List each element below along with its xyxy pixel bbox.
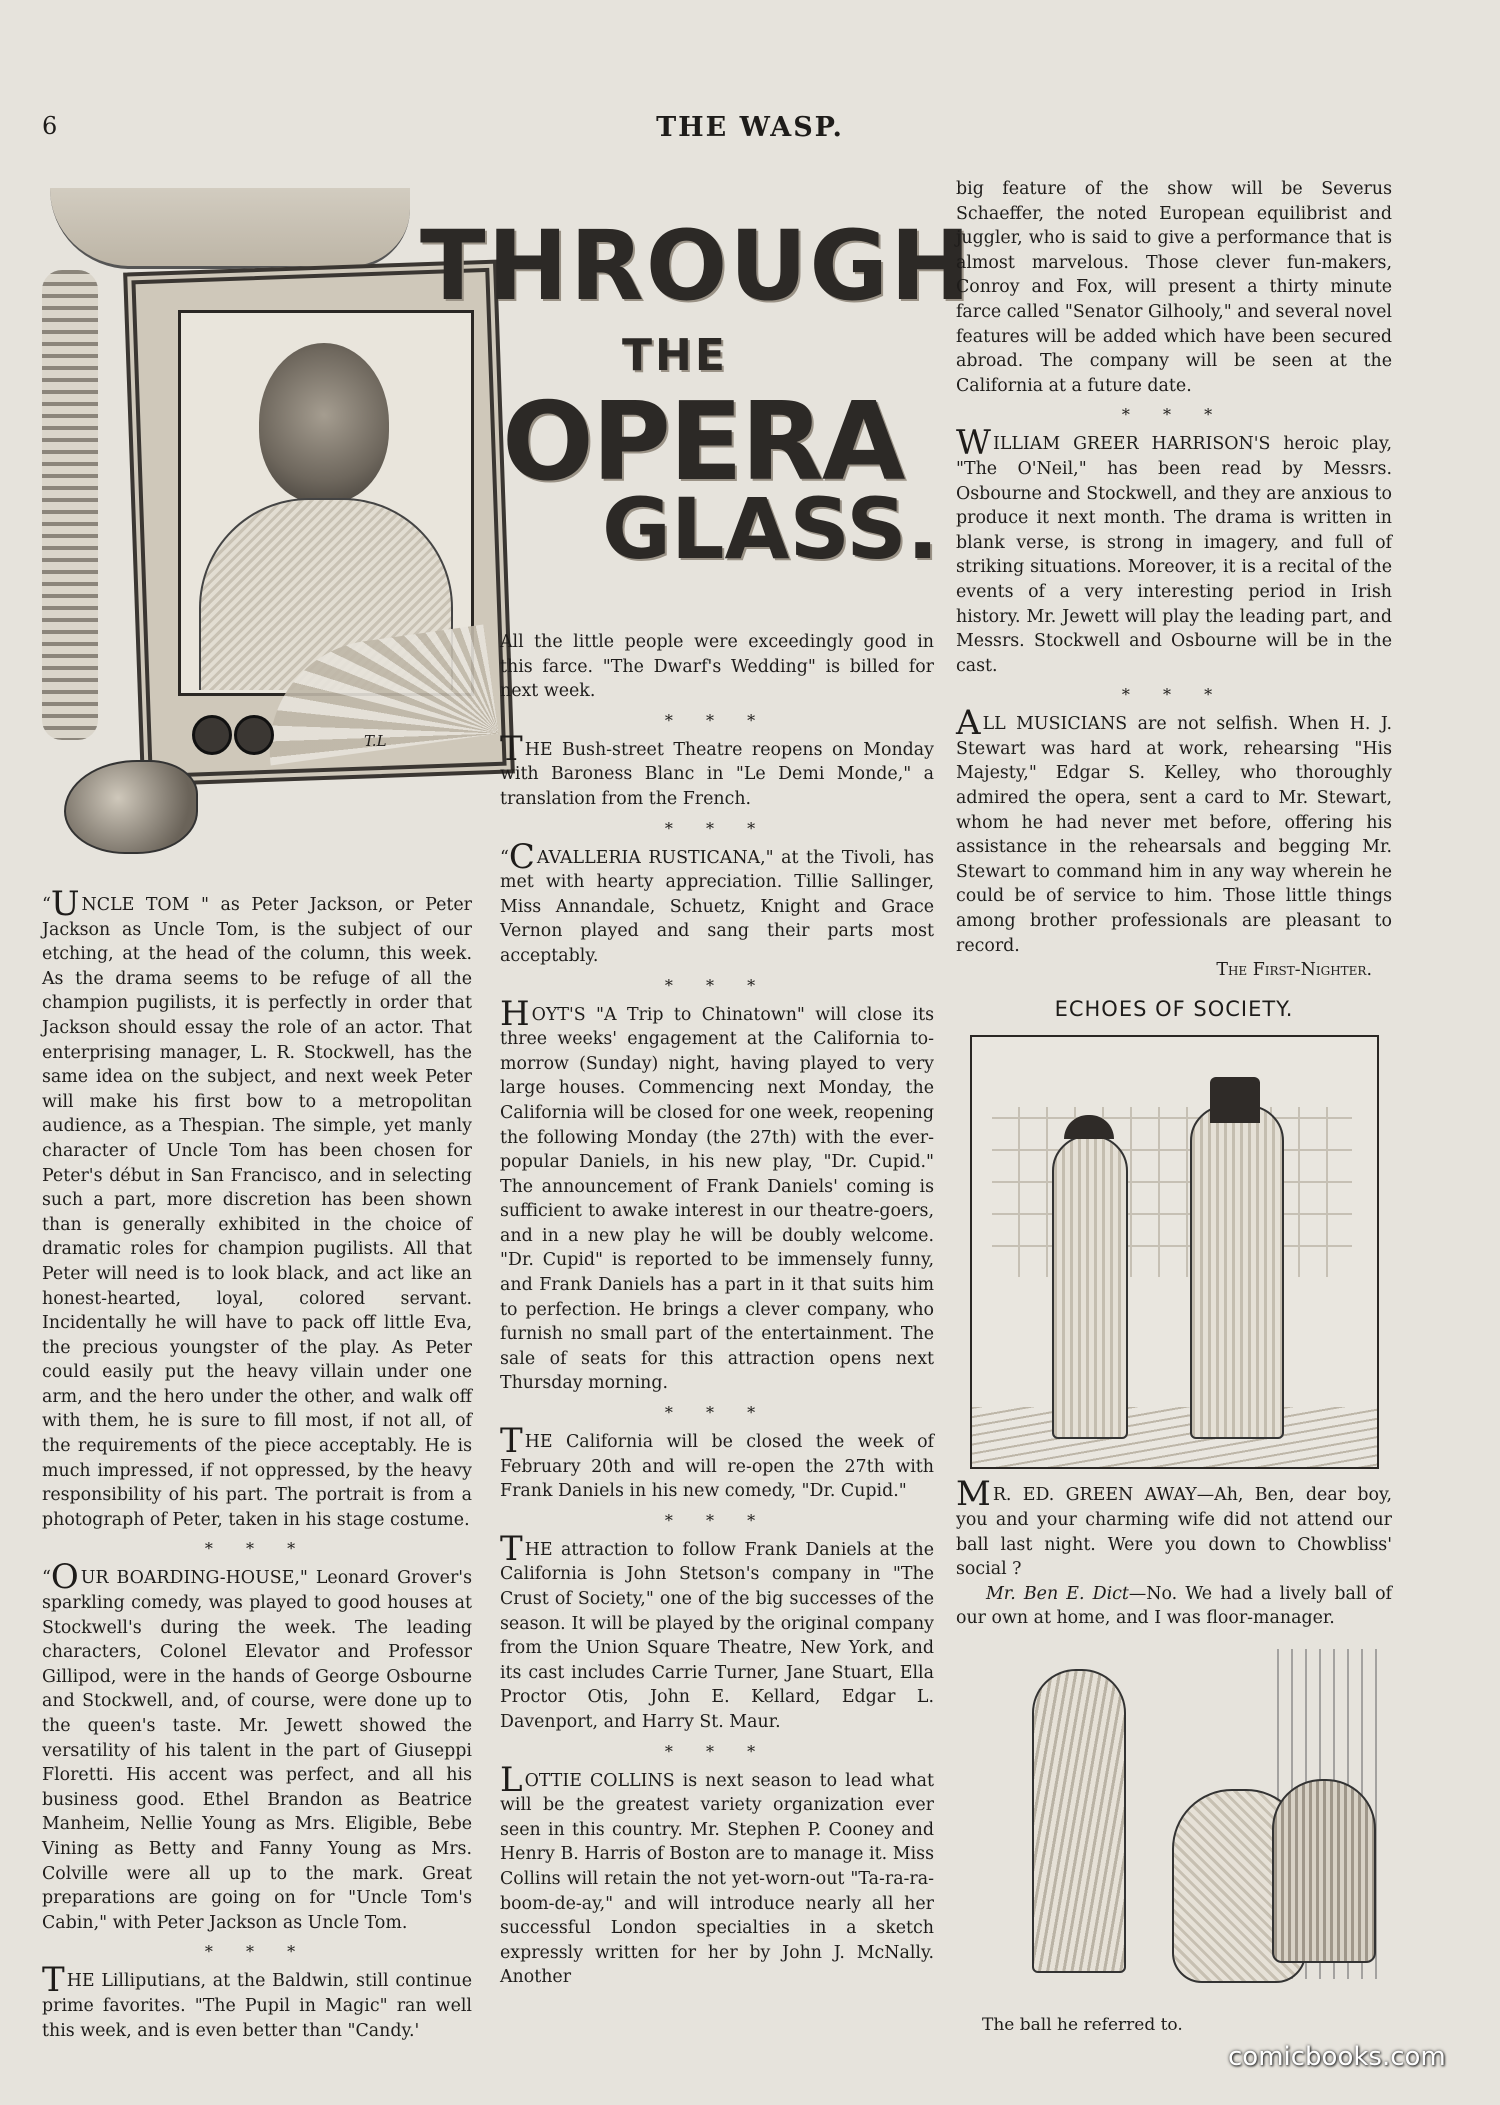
page-number: 6	[42, 112, 58, 140]
signature-first-nighter: The First-Nighter.	[1216, 960, 1372, 981]
section-stars: * * *	[664, 818, 770, 838]
paragraph-lilliputians: THE Lilliputians, at the Baldwin, still continue prime favorites. "The Pupil in Magic" ran well this week, and is even better than "Candy.'	[42, 1960, 472, 2041]
watermark: comicbooks.com	[1228, 2042, 1446, 2072]
paragraph-the-oneil: WILLIAM GREER HARRISON'S heroic play, "The O'Neil," has been read by Messrs. Osbourne and Stockwell, and they are anxious to produce it next month. The drama is written in blank verse, is strong in imagery, and full of striking situations. Moreover, it is a recital of the events of a very interesting period in Irish history. Mr. Jewett will play the leading part, and Messrs. Stockwell and Osbourne will be in the cast.	[956, 423, 1392, 676]
title-through: THROUGH	[420, 210, 973, 322]
section-stars: * * *	[664, 710, 770, 730]
paragraph-dwarfs-wedding: All the little people were exceedingly good in this farce. "The Dwarf's Wedding" is billed for next week.	[500, 632, 934, 702]
portrait-head	[259, 343, 389, 503]
background-buildings	[992, 1107, 1352, 1277]
running-head: THE WASP.	[656, 112, 844, 143]
section-stars: * * *	[664, 1741, 770, 1761]
column-1	[42, 884, 472, 2043]
paragraph-uncle-tom: “U NCLE TOM " as Peter Jackson, or Peter Jackson as Uncle Tom, is the subject of our etching, at the head of the column, this week. As the drama seems to be refuge of all the champion pugilists, it is perfectly in order that Jackson should essay the role of an actor. That enterprising manager, L. R. Stockwell, has the same idea on the subject, and next week Peter will make his first bow to a metropolitan audience, as a Thespian. The simple, yet manly character of Uncle Tom has been chosen for Peter's début in San Francisco, and in selecting such a part, more discretion has been shown than is generally exhibited in the choice of dramatic roles for champion pugilists. All that Peter will need is to look black, and act like an honest-hearted, loyal, colored servant. Incidentally he will have to pack off little Eva, the precious youngster of the play. As Peter could easily put the heavy villain under one arm, and the hero under the other, and walk off with them, he is sure to fill most, if not all, of the requirements of the piece acceptably. He is much impressed, if not oppressed, by the heavy responsibility of his part. The portrait is from a photograph of Peter, taken in his stage costume.	[42, 884, 472, 1530]
section-stars: * * *	[1121, 685, 1227, 705]
ornamental-scroll	[42, 270, 98, 740]
section-stars: * * *	[1121, 405, 1227, 425]
cartoon-ball-at-home	[972, 1649, 1377, 1999]
title-the: THE	[622, 330, 728, 381]
man-holding-baby	[1032, 1669, 1126, 1973]
section-stars: * * *	[664, 1510, 770, 1530]
paragraph-crust-of-society: THE attraction to follow Frank Daniels at the California is John Stetson's company in "The Crust of Society," one of the big successes of the season. It will be played by the original company from the Union Square Theatre, New York, and its cast includes Carrie Turner, Jane Stuart, Ella Proctor Otis, John E. Kellard, Edgar L. Davenport, and Harry St. Maur.	[500, 1528, 934, 1732]
section-stars: * * *	[204, 1539, 310, 1559]
gentleman-top-hat	[1190, 1105, 1284, 1439]
curtain-drape	[50, 188, 410, 269]
column-2	[500, 630, 934, 1990]
lion-head-ornament	[64, 760, 198, 854]
dialog-green-away: M R. ED. GREEN AWAY—Ah, Ben, dear boy, you and your charming wife did not attend our ball last night. Were you down to Chowbliss' social ?	[956, 1474, 1392, 1580]
paragraph-hoyts: HOYT'S "A Trip to Chinatown" will close its three weeks' engagement at the California to-morrow (Sunday) night, having played to very large houses. Commencing next Monday, the California will be closed for one week, reopening the following Monday (the 27th) with the ever-popular Daniels, in his new play, "Dr. Cupid." The announcement of Frank Daniels' coming is sufficient to awake interest in our theatre-goers, and in a new play he will be doubly welcome. "Dr. Cupid" is reported to be immensely funny, and Frank Daniels has a part in it that suits him to perfection. He brings a clever company, who furnish no small part of the entertainment. The sale of seats for this attraction opens next Thursday morning.	[500, 993, 934, 1394]
cartoon-caption: The ball he referred to.	[982, 2014, 1183, 2035]
gentleman-bowler-hat	[1052, 1135, 1128, 1439]
section-stars: * * *	[204, 1942, 310, 1962]
paragraph-california-closed: THE California will be closed the week of February 20th and will re-open the 27th with Frank Daniels in his new comedy, "Dr. Cupid."	[500, 1421, 934, 1502]
cartoon-two-gentlemen	[970, 1035, 1379, 1469]
title-opera: OPERA	[502, 380, 904, 505]
column-3	[956, 177, 1392, 2038]
paragraph-boarding-house: “O UR BOARDING-HOUSE," Leonard Grover's sparkling comedy, was played to good houses at Stockwell's during the week. The leading characters, Colonel Elevator and Professor Gillipod, were in the hands of George Osbourne and Stockwell, and, of course, were done up to the queen's taste. Mr. Jewett showed the versatility of his talent in the part of Giuseppi Floretti. His accent was perfect, and all his business good. Ethel Brandon as Beatrice Manheim, Nellie Young as Mrs. Eligible, Bebe Vining as Betty and Fanny Young as Mrs. Colville were all up to the mark. Great preparations are going on for "Uncle Tom's Cabin," with Peter Jackson as Uncle Tom.	[42, 1557, 472, 1933]
title-glass: GLASS.	[602, 480, 939, 578]
paragraph-cavalleria: “C AVALLERIA RUSTICANA," at the Tivoli, has met with hearty appreciation. Tillie Sallinger, Miss Annandale, Schuetz, Knight and Grace Vernon played and sang their parts most acceptably.	[500, 836, 934, 966]
armchair	[1272, 1779, 1376, 1963]
dialog-ben-dict: Mr. Ben E. Dict—No. We had a lively ball of our own at home, and I was floor-manager.	[956, 1583, 1392, 1629]
section-stars: * * *	[664, 1403, 770, 1423]
paragraph-severus-schaeffer: big feature of the show will be Severus Schaeffer, the noted European equilibrist and juggler, who is said to give a performance that is almost marvelous. Those clever fun-makers, Conroy and Fox, will present a thirty minute farce called "Senator Gilhooly," and several novel features will be added which have been secured abroad. The company will be seen at the California at a future date.	[956, 179, 1392, 396]
section-stars: * * *	[664, 975, 770, 995]
paragraph-bush-street: THE Bush-street Theatre reopens on Monday with Baroness Blanc in "Le Demi Monde," a translation from the French.	[500, 728, 934, 809]
paragraph-musicians: ALL MUSICIANS are not selfish. When H. J. Stewart was hard at work, rehearsing "His Majesty," Edgar S. Kelley, who thoroughly admired the opera, sent a card to Mr. Stewart, whom he had never met before, offering his assistance in the rehearsals and begging Mr. Stewart to command him in any way wherein he could be of service to him. Those little things among brother professionals are pleasant to record.	[956, 703, 1392, 956]
ground-hatching	[972, 1407, 1377, 1467]
opera-glasses-icon	[192, 715, 272, 749]
section-title-echoes-of-society: ECHOES OF SOCIETY.	[1054, 996, 1294, 1021]
top-hat-icon	[1210, 1077, 1260, 1123]
paragraph-lottie-collins: LOTTIE COLLINS is next season to lead what will be the greatest variety organization ever seen in this country. Mr. Stephen P. Cooney and Henry B. Harris of Boston are to manage it. Miss Collins will retain the not yet-worn-out "Ta-ra-ra-boom-de-ay," and will introduce nearly all her successful London specialties in a sketch expressly written for her by John J. McNally. Another	[500, 1759, 934, 1988]
artist-initials: T.L	[364, 732, 387, 750]
